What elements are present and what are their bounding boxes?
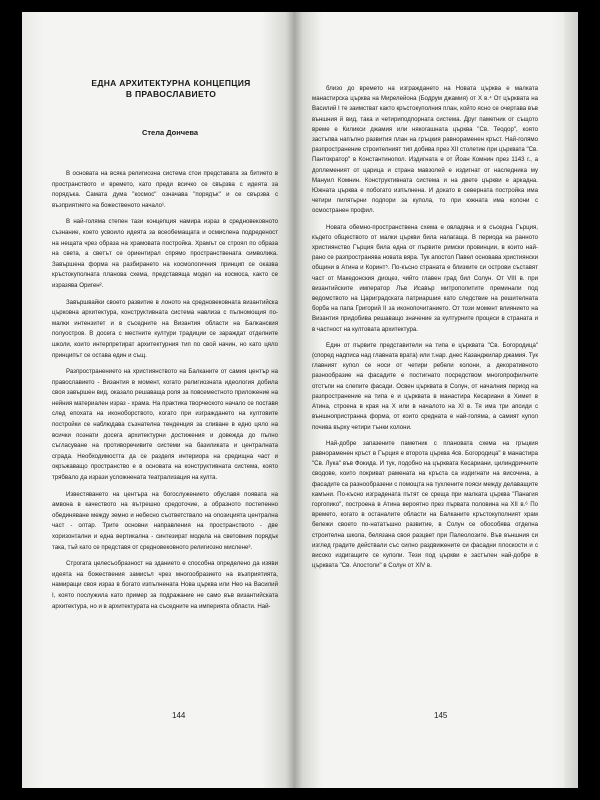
- title-line-1: ЕДНА АРХИТЕКТУРНА КОНЦЕПЦИЯ: [91, 78, 251, 88]
- left-page: [22, 12, 294, 788]
- paragraph: Новата обемно-пространствена схема е овладяна и в съседна Гърция, където обществото от малки църкви била налагаща. В периода на ранното християнство Гърция била една от първите римски провинции, в които най-рано се разпространява новата вяра. Тук апостол Павел основава християнски общини в Атина и Коринт⁵. По-късно страната е близките си острови съставят част от Македонския диоцез, чийто главен град бил Солун. От VIII в. при византийските император Лъв Исавър митрополитите преминали под ведомството на Цариградската патриаршия като следствие на решителната борба на папа Григорий II за иконопочитанието. От този момент влиянието на Византия придобива решаващо значение за културните процеси в страната и в частност на култовата архитектура.: [312, 223, 538, 333]
- page-number-right: 145: [434, 711, 448, 720]
- paragraph: Разпространението на християнството на Балканите от самия център на православието - Византия в момент, когато религиозната идеология добила своя завършен вид, оказало решаваща роля за повсеместното приложение на нейния материален израз - храма. На практика творческото начало се поставя след епохата на иконоборството, когато при изграждането на култовите постройки се наблюдава съзнателна тенденция за сливане в едно цяло на всички познати досега архитектурни достижения и довежда до пълно съгласуване на противоречивите системи на базиликата и централната сграда. Необходимостта да се разделя интериора на средищна част и окръжаващо пространство е в основата на конструктивната система, която трябвало да изрази усложнената театрализация на култа.: [52, 368, 278, 482]
- page-number-left: 144: [172, 711, 186, 720]
- book-spread: [22, 12, 578, 788]
- paragraph: Строгата целесъобразност на зданието е способна определено да изяви идеята на божествения замисъл чрез многообразието на възприятията, намиращи своя израз в богато изпълнената Нова църква или Нео на Василий I, която послужила като пример за подражание не само във византийската архитектура, но и в архитектурата на съседните на империята области. Най-: [52, 560, 278, 610]
- paragraph: Завършвайки своето развитие в лоното на средновековната византийска църковна архитектура, конструктивната система навлиза с пълномощия по-малки интензитет и в съседните на Византия области на Балканския полуостров. В досега с местните култури традиции се зараждат отделните школи, които интерпретират архитектурния тип по свой начин, но като цяло принципът се остава един и същ.: [52, 298, 278, 359]
- title-line-2: В ПРАВОСЛАВИЕТО: [125, 89, 217, 99]
- right-page: [294, 12, 578, 788]
- paragraph: близо до времето на изграждането на Новата църква е малката манастирска църква на Мирелейона (Бодрум джамия) от X в.⁴ От църквата на Василий I те заимстват както кръстокуполния план, който ясно се очертава във външния й вид, така и четириподпорната система. Друг паметник от същото време е Киликси джамия или някогашната църква "Св. Теодор", която застъпва напълно развития план на гръцкия равнораменен кръст. Най-голямо разпространение строителният тип добива през XII столетие при църквата "Св. Пантократор" в Константинопол. Издигната е от Йоан Комнин през 1143 г., а доплеменият от царица и страна мавзолей е издигнат от наследника му Мануил Комнин. Конструктивната система и на двете църкви е аркадна. Южната църква е побогато изпълнена. И докато в северната постройка има четири пилятьрни подпори за купола, то при южната има колони с осмостранен профил.: [312, 85, 538, 215]
- author-name: Стела Дончева: [141, 128, 199, 137]
- paragraph: Най-добре запазените паметник с плановата схема на гръцкия равнораменен кръст в Гърция е второта църква 4св. Богородица" в манастира "Св. Лука" във Фокида. И тук, подобно на църквата Кесариани, цилиндричните сводове, които покриват рамената на кръста са издигнати на височина, а фасадите са разнообразени с помощта на тухлените пояси между делаващите камъни. По-късно изградената пътят се среща при малката църква "Панагия горгопико", построена в Атина вероятно през първата половина на XII в.⁶ По времето, когато в останалите области на Балканите кръстокуполният храм бележи своето по-нататъшно развитие, в Солун се обособява отделна строителна школа, белязана своя разцвет при Палеолозите. Във външния си изглед градите действали със силно раздвижените си фасадни плоскости и с високо издигащите се куполи. Тези под църкви е застъпен най-добре в църквата "Св. Апостоли" в Солун от XIV в.: [312, 439, 538, 570]
- paragraph: Един от първите представители на типа е църквата "Св. Богородица" (според надписа над главната врата) или т.нар. днес Казанджилар джамия. Тук главният купол се носи от четири ребели колони, а декоративното разнообразие на фасадите е постигнато посредством многопрофилните отстъпи на слепите фасади. Освен църквата в Солун, от началния период на разпространение на типа е и църквата в манастира Кесариани в Химет в Атина, строена в края на X или в началото на XI в. Тя има три апсиди с външнопристранна форма, от които средната е най-голяма, а самият купол почива върху четири тънки колони.: [312, 341, 538, 431]
- paragraph: В най-голяма степен тази концепция намира израз в средновековното съзнание, което усвоило идеята за всеобемащата и осмислена подреденост на нещата чрез образа на храмовата постройка. Храмът се строял по образа на света, а светът се ориентирал спрямо пространствената символика. Завършена форма на разбирането на космологичния принцип се оказва кръстокуполната планова схема, представяща модел на космоса, както се изразява Ориген².: [52, 218, 278, 289]
- article-title: [64, 78, 278, 100]
- paragraph: Известяването на центъра на богослужението обуславя появата на амвона в качеството на вътрешно средоточие, а образното постепенно обединяване между земно и небесно съответствало на опозицията централна част - олтар. Трите основни направления на пространството - две хоризонтални и една вертикална - синтезират модела на световния порядък така, тъй като се представя от средновековното религиозно мислене³.: [52, 490, 278, 551]
- paragraph: В основата на всяка религиозна система стои представата за битието в пространството и времето, като преди всичко се свързва с идеята за порядъка. Самата дума "космос" означава "порядък" и се свързва с възприятието на божественото начало¹.: [52, 170, 278, 209]
